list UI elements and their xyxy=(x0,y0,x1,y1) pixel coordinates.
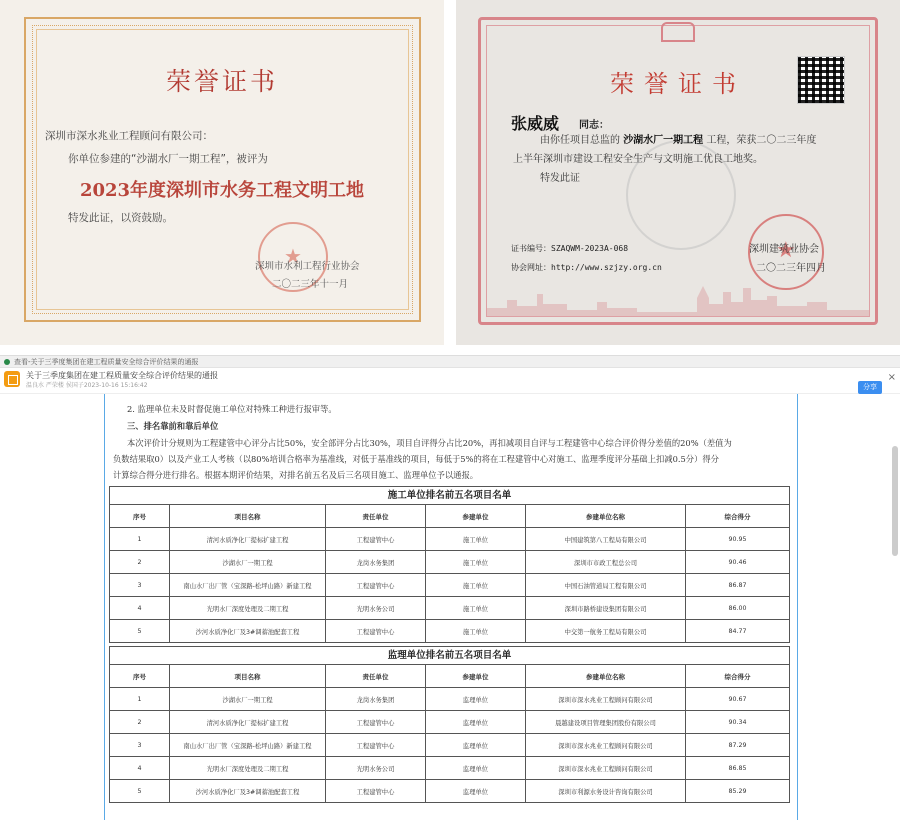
table-cell: 1 xyxy=(110,688,170,711)
table-cell: 中交第一航务工程局有限公司 xyxy=(526,620,686,643)
table-cell: 施工单位 xyxy=(426,528,526,551)
certificate-body-pre: 由你任项目总监的 xyxy=(540,135,620,146)
document-meta: 温良水 严荣楼 侯国子2023-10-16 15:16:42 xyxy=(26,382,148,389)
table-cell: 清河水质净化厂提标扩建工程 xyxy=(170,711,326,734)
table-cell: 90.67 xyxy=(686,688,790,711)
table-cell: 2 xyxy=(110,711,170,734)
column-header: 参建单位名称 xyxy=(526,665,686,688)
certificate-water-affairs xyxy=(0,0,444,345)
table-cell: 深圳市市政工程总公司 xyxy=(526,551,686,574)
window-titlebar xyxy=(0,356,900,368)
table-row xyxy=(110,688,790,711)
table-cell: 监理单位 xyxy=(426,688,526,711)
table-row xyxy=(110,711,790,734)
table-cell: 监理单位 xyxy=(426,780,526,803)
table-cell: 5 xyxy=(110,620,170,643)
table-cell: 90.95 xyxy=(686,528,790,551)
column-header: 综合得分 xyxy=(686,505,790,528)
table-cell: 深圳市路桥建设集团有限公司 xyxy=(526,597,686,620)
column-header: 序号 xyxy=(110,665,170,688)
column-header: 项目名称 xyxy=(170,665,326,688)
table-cell: 深圳市深水兆业工程顾问有限公司 xyxy=(526,734,686,757)
certificate-project: 沙湖水厂一期工程 xyxy=(623,135,704,146)
table-cell: 南山水厂出厂管（宝深路-松坪山路）新建工程 xyxy=(170,734,326,757)
paragraph-monitor: 2. 监理单位未及时督促施工单位对特殊工种进行报审等。 xyxy=(127,404,337,414)
certificate-date: 二〇二三年十一月 xyxy=(272,279,349,290)
recipient-name: 张威威 xyxy=(511,114,560,133)
table-cell: 光明水务公司 xyxy=(326,757,426,780)
table-cell: 深圳市深水兆业工程顾问有限公司 xyxy=(526,757,686,780)
certificate-award: 2023年度深圳市水务工程文明工地 xyxy=(79,180,365,201)
window-title: 查看-关于三季度集团在建工程质量安全综合评价结果的通报 xyxy=(14,357,199,366)
emblem-icon xyxy=(661,22,695,42)
certificate-text-line: 你单位参建的“沙湖水厂一期工程”，被评为 xyxy=(68,153,268,165)
table-caption: 施工单位排名前五名项目名单 xyxy=(109,486,790,504)
column-header: 参建单位名称 xyxy=(526,505,686,528)
close-icon[interactable]: × xyxy=(887,372,896,383)
share-button[interactable]: 分享 xyxy=(858,381,882,394)
certificate-issuer: 深圳市水利工程行业协会 xyxy=(255,261,360,272)
supervision-ranking-table xyxy=(109,646,790,803)
document-title: 关于三季度集团在建工程质量安全综合评价结果的通报 xyxy=(26,371,218,380)
app-status-icon xyxy=(4,359,10,365)
section-heading: 三、排名靠前和靠后单位 xyxy=(127,421,219,431)
table-cell: 监理单位 xyxy=(426,711,526,734)
recipient-salutation: 同志： xyxy=(579,120,609,131)
table-cell: 监理单位 xyxy=(426,734,526,757)
column-header: 参建单位 xyxy=(426,505,526,528)
table-cell: 4 xyxy=(110,597,170,620)
document-page xyxy=(104,394,798,820)
table-row xyxy=(110,620,790,643)
table-row xyxy=(110,780,790,803)
table-cell: 清河水质净化厂提标扩建工程 xyxy=(170,528,326,551)
table-header-row xyxy=(110,665,790,688)
table-cell: 光明水务公司 xyxy=(326,597,426,620)
paragraph-rules-1: 本次评价计分规则为工程建管中心评分占比50%，安全部评分占比30%，项目自评得分占比20%，再扣减项目自评与工程建管中心综合评价得分差值的20%（差值为 xyxy=(127,438,732,448)
column-header: 责任单位 xyxy=(326,505,426,528)
table-cell: 85.29 xyxy=(686,780,790,803)
table-cell: 沙湖水厂一期工程 xyxy=(170,551,326,574)
table-cell: 5 xyxy=(110,780,170,803)
table-cell: 晨越建设项目管理集团股份有限公司 xyxy=(526,711,686,734)
document-app-icon xyxy=(4,371,20,387)
table-cell: 深圳市深水兆业工程顾问有限公司 xyxy=(526,688,686,711)
table-cell: 工程建管中心 xyxy=(326,734,426,757)
qr-code-icon xyxy=(797,56,845,104)
table-cell: 90.46 xyxy=(686,551,790,574)
table-cell: 3 xyxy=(110,574,170,597)
table-cell: 光明水厂深度处理及二期工程 xyxy=(170,597,326,620)
certificate-closing: 特发此证，以资鼓励。 xyxy=(68,212,173,224)
city-skyline-icon xyxy=(487,282,869,316)
table-cell: 84.77 xyxy=(686,620,790,643)
certificate-body xyxy=(540,131,816,146)
table-cell: 4 xyxy=(110,757,170,780)
certificate-body-post: 工程，荣获二〇二三年度 xyxy=(706,135,817,146)
paragraph-rules-2: 负数结果取0）以及产业工人考核（以80%培训合格率为基准线，对低于基准线的项目，每低于5%的将在工程建管中心对施工、监理季度评分基础上扣减0.5分）得分 xyxy=(113,454,719,464)
table-cell: 86.00 xyxy=(686,597,790,620)
certificate-title: 荣誉证书 xyxy=(165,67,278,96)
table-cell: 施工单位 xyxy=(426,551,526,574)
certificate-title: 荣誉证书 xyxy=(610,70,746,98)
certificate-date: 二〇二三年四月 xyxy=(756,263,826,274)
table-cell: 工程建管中心 xyxy=(326,620,426,643)
certificate-body-line: 上半年深圳市建设工程安全生产与文明施工优良工地奖。 xyxy=(513,154,763,165)
table-header-row xyxy=(110,505,790,528)
table-cell: 90.34 xyxy=(686,711,790,734)
table-cell: 中国石油管道局工程有限公司 xyxy=(526,574,686,597)
table-cell: 2 xyxy=(110,551,170,574)
table-row xyxy=(110,597,790,620)
table-row xyxy=(110,757,790,780)
column-header: 序号 xyxy=(110,505,170,528)
document-header xyxy=(0,368,900,394)
association-website: 协会网址：http://www.szjzy.org.cn xyxy=(511,263,662,272)
paragraph-rules-3: 计算综合得分进行排名。根据本期评价结果，对排名前五名及后三名项目施工、监理单位予以通报。 xyxy=(113,470,479,480)
table-cell: 施工单位 xyxy=(426,574,526,597)
table-cell: 工程建管中心 xyxy=(326,574,426,597)
table-row xyxy=(110,574,790,597)
table-cell: 3 xyxy=(110,734,170,757)
table-cell: 沙河水质净化厂及3#调蓄池配套工程 xyxy=(170,620,326,643)
column-header: 参建单位 xyxy=(426,665,526,688)
table-cell: 南山水厂出厂管（宝深路-松坪山路）新建工程 xyxy=(170,574,326,597)
certificate-issuer: 深圳建筑业协会 xyxy=(749,244,819,255)
table-row xyxy=(110,528,790,551)
certificate-closing: 特发此证 xyxy=(540,173,580,184)
table-cell: 施工单位 xyxy=(426,597,526,620)
table-cell: 施工单位 xyxy=(426,620,526,643)
column-header: 责任单位 xyxy=(326,665,426,688)
table-cell: 光明水厂深度处理及二期工程 xyxy=(170,757,326,780)
certificate-addressee: 深圳市深水兆业工程顾问有限公司： xyxy=(45,130,213,142)
table-cell: 深圳市利源水务设计咨询有限公司 xyxy=(526,780,686,803)
table-cell: 龙岗水务集团 xyxy=(326,551,426,574)
table-cell: 监理单位 xyxy=(426,757,526,780)
column-header: 项目名称 xyxy=(170,505,326,528)
table-cell: 86.87 xyxy=(686,574,790,597)
table-cell: 中国建筑第八工程局有限公司 xyxy=(526,528,686,551)
table-cell: 沙河水质净化厂及3#调蓄池配套工程 xyxy=(170,780,326,803)
table-cell: 87.29 xyxy=(686,734,790,757)
table-row xyxy=(110,734,790,757)
table-cell: 1 xyxy=(110,528,170,551)
certificate-construction-safety xyxy=(456,0,900,345)
column-header: 综合得分 xyxy=(686,665,790,688)
scrollbar[interactable] xyxy=(892,446,898,556)
table-cell: 86.85 xyxy=(686,757,790,780)
table-cell: 工程建管中心 xyxy=(326,711,426,734)
table-cell: 工程建管中心 xyxy=(326,780,426,803)
construction-ranking-table xyxy=(109,486,790,643)
table-caption: 监理单位排名前五名项目名单 xyxy=(109,646,790,664)
document-viewer-window xyxy=(0,355,900,820)
table-cell: 工程建管中心 xyxy=(326,528,426,551)
certificate-number: 证书编号：SZAQWM-2023A-068 xyxy=(511,244,629,253)
table-cell: 龙岗水务集团 xyxy=(326,688,426,711)
table-cell: 沙湖水厂一期工程 xyxy=(170,688,326,711)
table-row xyxy=(110,551,790,574)
